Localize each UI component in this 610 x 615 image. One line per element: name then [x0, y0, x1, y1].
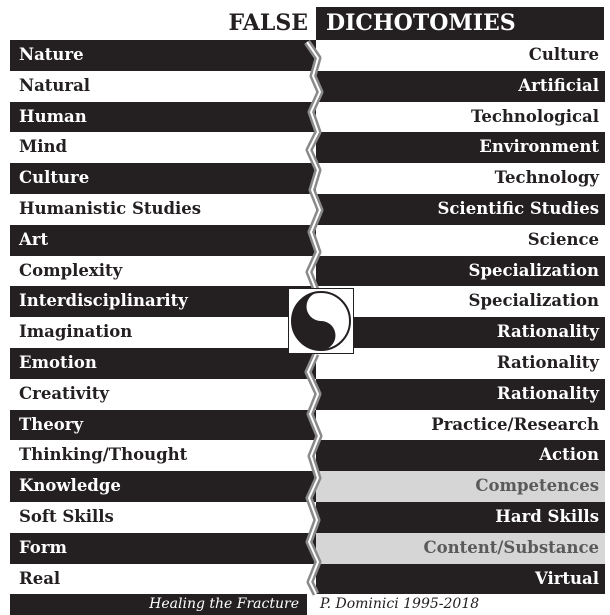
dichotomy-row — [10, 132, 605, 163]
yin-yang-icon — [289, 289, 353, 353]
left-term: Creativity — [10, 379, 316, 410]
dichotomy-row — [10, 71, 605, 102]
dichotomy-row — [10, 225, 605, 256]
left-term: Imagination — [10, 317, 316, 348]
right-term: Scientific Studies — [316, 194, 605, 225]
left-term: Emotion — [10, 348, 316, 379]
left-term: Art — [10, 225, 316, 256]
right-term: Technology — [316, 163, 605, 194]
right-term: Rationality — [316, 317, 605, 348]
left-term: Human — [10, 102, 316, 133]
right-term: Environment — [316, 132, 605, 163]
right-term: Competences — [316, 471, 605, 502]
right-term: Practice/Research — [316, 410, 605, 441]
left-term: Form — [10, 533, 316, 564]
right-term: Specialization — [316, 256, 605, 287]
left-term: Interdisciplinarity — [10, 286, 316, 317]
dichotomy-row — [10, 410, 605, 441]
right-term: Content/Substance — [316, 533, 605, 564]
dichotomy-row — [10, 533, 605, 564]
dichotomy-row — [10, 379, 605, 410]
left-term: Natural — [10, 71, 316, 102]
footer-credit: P. Dominici 1995-2018 — [316, 594, 610, 615]
left-term: Humanistic Studies — [10, 194, 316, 225]
yin-yang-frame — [288, 288, 354, 354]
right-term: Virtual — [316, 564, 605, 595]
left-term: Complexity — [10, 256, 316, 287]
dichotomy-row — [10, 163, 605, 194]
left-term: Nature — [10, 40, 316, 71]
left-term: Mind — [10, 132, 316, 163]
right-term: Culture — [316, 40, 605, 71]
right-term: Specialization — [316, 286, 605, 317]
left-term: Knowledge — [10, 471, 316, 502]
right-term: Rationality — [316, 379, 605, 410]
left-term: Culture — [10, 163, 316, 194]
dichotomy-row — [10, 194, 605, 225]
dichotomy-row — [10, 40, 605, 71]
right-term: Action — [316, 440, 605, 471]
title-dichotomies: DICHOTOMIES — [316, 7, 604, 40]
right-term: Rationality — [316, 348, 605, 379]
left-term: Thinking/Thought — [10, 440, 316, 471]
dichotomy-row — [10, 564, 605, 595]
left-term: Theory — [10, 410, 316, 441]
dichotomy-row — [10, 440, 605, 471]
right-term: Hard Skills — [316, 502, 605, 533]
right-term: Technological — [316, 102, 605, 133]
title-false: FALSE — [10, 7, 308, 40]
right-term: Artificial — [316, 71, 605, 102]
right-term: Science — [316, 225, 605, 256]
left-term: Soft Skills — [10, 502, 316, 533]
footer-caption: Healing the Fracture — [10, 594, 307, 615]
left-term: Real — [10, 564, 316, 595]
dichotomy-row — [10, 502, 605, 533]
dichotomy-row — [10, 256, 605, 287]
dichotomy-row — [10, 471, 605, 502]
dichotomy-row — [10, 102, 605, 133]
